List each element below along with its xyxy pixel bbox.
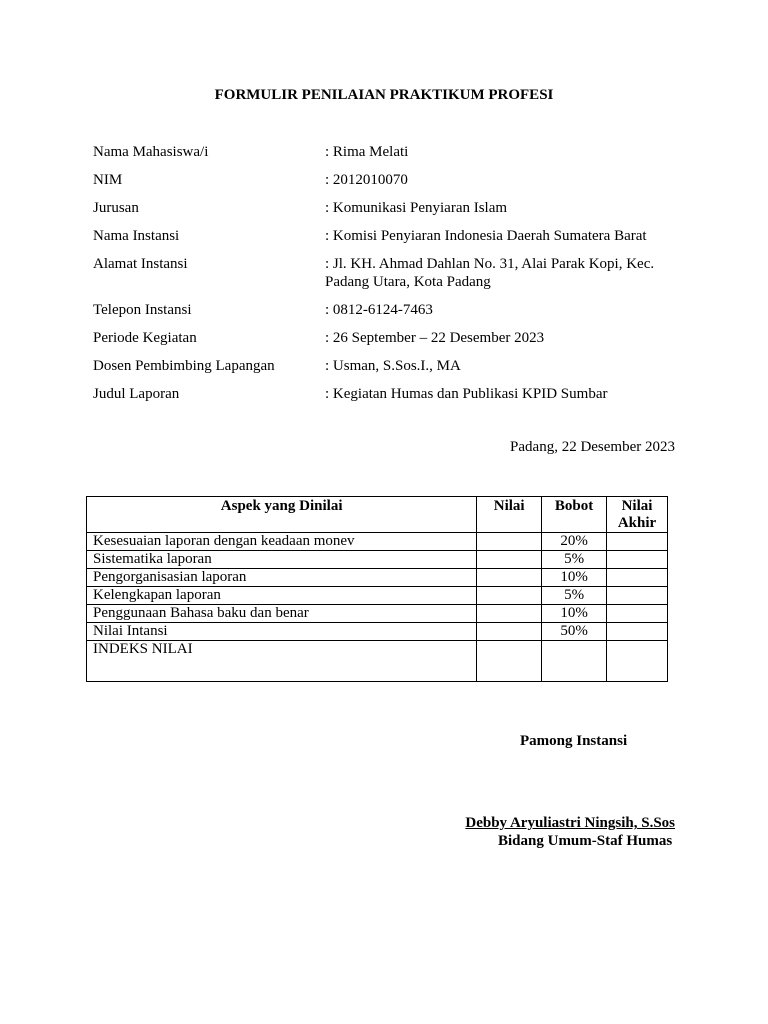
table-row bbox=[87, 551, 668, 569]
cell-bobot: 5% bbox=[542, 551, 607, 569]
info-row-instansi bbox=[93, 227, 693, 245]
info-row-periode bbox=[93, 329, 693, 347]
info-label: Dosen Pembimbing Lapangan bbox=[93, 358, 275, 374]
info-value: : Usman, S.Sos.I., MA bbox=[325, 358, 461, 374]
cell-nilai-akhir bbox=[607, 623, 668, 641]
info-label: NIM bbox=[93, 172, 123, 188]
document-date: Padang, 22 Desember 2023 bbox=[510, 439, 675, 455]
cell-nilai bbox=[477, 623, 542, 641]
student-info bbox=[93, 143, 693, 413]
info-row-telepon bbox=[93, 301, 693, 319]
assessment-table bbox=[86, 496, 668, 682]
cell-nilai-akhir bbox=[607, 587, 668, 605]
info-row-dosen bbox=[93, 357, 693, 375]
info-value: : Kegiatan Humas dan Publikasi KPID Sumbar bbox=[325, 386, 608, 402]
info-label: Jurusan bbox=[93, 200, 139, 216]
info-row-jurusan bbox=[93, 199, 693, 217]
cell-bobot: 10% bbox=[542, 569, 607, 587]
header-aspek: Aspek yang Dinilai bbox=[87, 497, 477, 533]
info-value: : Jl. KH. Ahmad Dahlan No. 31, Alai Parak Kopi, Kec. Padang Utara, Kota Padang bbox=[325, 256, 655, 290]
info-row-judul bbox=[93, 385, 693, 403]
info-value: : 26 September – 22 Desember 2023 bbox=[325, 330, 545, 346]
cell-nilai bbox=[477, 587, 542, 605]
cell-aspek: Sistematika laporan bbox=[87, 551, 477, 569]
info-row-name bbox=[93, 143, 693, 161]
info-label: Periode Kegiatan bbox=[93, 330, 197, 346]
cell-nilai bbox=[477, 533, 542, 551]
info-label: Judul Laporan bbox=[93, 386, 180, 402]
cell-aspek: Penggunaan Bahasa baku dan benar bbox=[87, 605, 477, 623]
info-label: Alamat Instansi bbox=[93, 256, 188, 272]
table-header-row bbox=[87, 497, 668, 533]
cell-nilai-akhir bbox=[607, 569, 668, 587]
header-nilai: Nilai bbox=[477, 497, 542, 533]
cell-nilai-akhir bbox=[607, 605, 668, 623]
cell-aspek: Nilai Intansi bbox=[87, 623, 477, 641]
header-bobot: Bobot bbox=[542, 497, 607, 533]
form-title: FORMULIR PENILAIAN PRAKTIKUM PROFESI bbox=[214, 87, 554, 103]
cell-nilai bbox=[477, 605, 542, 623]
index-label: INDEKS NILAI bbox=[87, 641, 477, 682]
cell-bobot: 5% bbox=[542, 587, 607, 605]
cell-nilai-akhir bbox=[607, 533, 668, 551]
cell-bobot: 50% bbox=[542, 623, 607, 641]
info-value: : 0812-6124-7463 bbox=[325, 302, 433, 318]
signer-name: Debby Aryuliastri Ningsih, S.Sos bbox=[465, 815, 675, 831]
table-row bbox=[87, 533, 668, 551]
info-value: : Komunikasi Penyiaran Islam bbox=[325, 200, 508, 216]
cell-nilai bbox=[477, 551, 542, 569]
cell-nilai-akhir bbox=[607, 551, 668, 569]
info-value: : Komisi Penyiaran Indonesia Daerah Sumatera Barat bbox=[325, 228, 647, 244]
cell-nilai bbox=[477, 569, 542, 587]
index-akhir-cell bbox=[607, 641, 668, 682]
info-label: Telepon Instansi bbox=[93, 302, 192, 318]
cell-aspek: Kelengkapan laporan bbox=[87, 587, 477, 605]
cell-bobot: 20% bbox=[542, 533, 607, 551]
signature-role: Pamong Instansi bbox=[520, 733, 628, 749]
info-row-alamat bbox=[93, 255, 693, 291]
cell-bobot: 10% bbox=[542, 605, 607, 623]
index-nilai-cell bbox=[477, 641, 542, 682]
table-row bbox=[87, 605, 668, 623]
table-row bbox=[87, 623, 668, 641]
index-bobot-cell bbox=[542, 641, 607, 682]
signer-position: Bidang Umum-Staf Humas bbox=[498, 833, 673, 849]
table-row bbox=[87, 587, 668, 605]
header-nilai-akhir: Nilai Akhir bbox=[607, 497, 668, 533]
cell-aspek: Kesesuaian laporan dengan keadaan monev bbox=[87, 533, 477, 551]
index-row bbox=[87, 641, 668, 682]
table-row bbox=[87, 569, 668, 587]
info-row-nim bbox=[93, 171, 693, 189]
info-value: : 2012010070 bbox=[325, 172, 408, 188]
info-value: : Rima Melati bbox=[325, 144, 409, 160]
info-label: Nama Instansi bbox=[93, 228, 180, 244]
info-label: Nama Mahasiswa/i bbox=[93, 144, 209, 160]
cell-aspek: Pengorganisasian laporan bbox=[87, 569, 477, 587]
